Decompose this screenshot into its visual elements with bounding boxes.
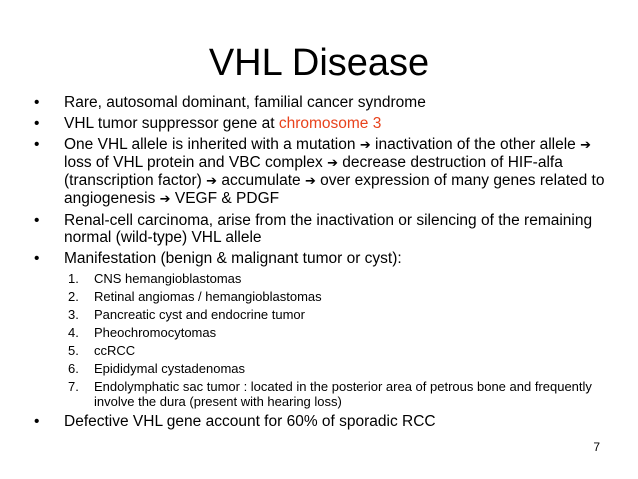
arrow-icon: ➔ [580,138,592,153]
bullet-text-3a: One VHL allele is inherited with a mutation [64,136,360,153]
bullet-marker: • [34,94,40,111]
arrow-icon: ➔ [359,138,371,153]
bullet-marker: • [34,136,40,153]
item-number: 1. [68,271,79,286]
bullet-item-1 [34,94,609,111]
bullet-text-3d: decrease destruction of HIF-alfa (transcription factor) [64,154,563,189]
item-text: Retinal angiomas / hemangioblastomas [94,289,322,304]
bullet-item-2 [34,115,609,132]
arrow-icon: ➔ [327,156,338,171]
bullet-item-4 [34,212,609,246]
bullet-list [34,94,609,434]
item-text: Epididymal cystadenomas [94,361,246,376]
item-number: 5. [68,343,79,358]
bullet-text-3b: inactivation of the other allele [370,136,581,153]
bullet-item-6 [34,413,609,430]
manifestation-item [68,307,609,322]
bullet-text-6: Defective VHL gene account for 60% of sporadic RCC [64,413,436,430]
bullet-marker: • [34,250,40,267]
bullet-text-3f: over expression of many genes related to angiogenesis [64,172,605,207]
bullet-marker: • [34,413,40,430]
manifestation-item [68,271,609,286]
bullet-item-5 [34,250,609,409]
item-number: 7. [68,379,79,394]
slide-title: VHL Disease [208,42,430,84]
item-number: 3. [68,307,79,322]
bullet-text-4: Renal-cell carcinoma, arise from the inactivation or silencing of the remaining normal (wild-type) VHL allele [64,212,593,246]
page-number: 7 [593,440,600,454]
chromosome-highlight: chromosome 3 [278,115,382,132]
bullet-item-3 [34,136,609,208]
manifestation-item [68,343,609,358]
manifestation-item [68,361,609,376]
arrow-icon: ➔ [159,192,171,207]
item-number: 6. [68,361,79,376]
bullet-marker: • [34,115,40,132]
arrow-icon: ➔ [304,174,316,189]
manifestation-item [68,289,609,304]
bullet-text-3c: loss of VHL protein and VBC complex [64,154,328,171]
bullet-text-3g: VEGF & PDGF [170,190,280,207]
item-text: CNS hemangioblastomas [94,271,242,286]
bullet-marker: • [34,212,40,229]
bullet-text-1: Rare, autosomal dominant, familial cancer syndrome [64,94,426,111]
item-text: Endolymphatic sac tumor : located in the posterior area of petrous bone and frequently involve the dura (present with hearing loss) [94,379,592,409]
item-number: 4. [68,325,79,340]
bullet-text-5: Manifestation (benign & malignant tumor or cyst): [64,250,402,267]
item-text: Pancreatic cyst and endocrine tumor [94,307,305,322]
bullet-text-2: VHL tumor suppressor gene at [64,115,279,132]
manifestation-list [68,271,609,409]
item-text: Pheochromocytomas [94,325,217,340]
bullet-text-3e: accumulate [217,172,305,189]
manifestation-item [68,325,609,340]
arrow-icon: ➔ [206,174,218,189]
item-number: 2. [68,289,79,304]
manifestation-item [68,379,609,409]
item-text: ccRCC [94,343,136,358]
